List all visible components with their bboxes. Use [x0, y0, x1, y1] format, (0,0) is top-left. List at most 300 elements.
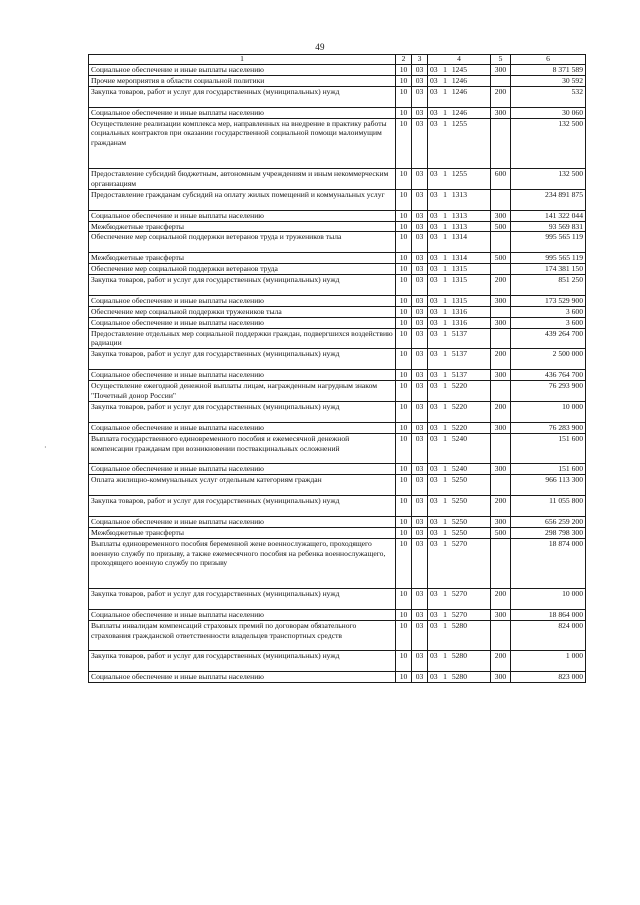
row-name: Осуществление реализации комплекса мер, направленных на внедрение в практику работы социальных контрактов при оказании государственной социальной помощи малоимущим гражданам: [89, 118, 396, 169]
row-code-item: 5270: [451, 538, 467, 548]
row-code-item: 5250: [451, 527, 467, 537]
row-section: 10: [396, 317, 412, 328]
row-code-program: 03: [430, 433, 438, 443]
row-code-item: 5280: [451, 672, 467, 682]
row-subsection: 03: [412, 538, 428, 589]
row-code-item: 1315: [451, 275, 467, 285]
row-code-program: 03: [430, 475, 438, 485]
row-code-item: 1313: [451, 189, 467, 199]
row-name: Закупка товаров, работ и услуг для государственных (муниципальных) нужд: [89, 86, 396, 107]
table-row: [89, 516, 586, 527]
row-name: Прочие мероприятия в области социальной политики: [89, 75, 396, 86]
row-name: Социальное обеспечение и иные выплаты населению: [89, 464, 396, 475]
row-subsection: 03: [412, 107, 428, 118]
row-expense-type: 200: [491, 349, 511, 370]
row-expense-type: 300: [491, 464, 511, 475]
row-expense-type: 200: [491, 86, 511, 107]
row-target-code: [428, 221, 491, 232]
row-code-program: 03: [430, 232, 438, 242]
budget-table-body: [89, 55, 586, 683]
row-section: 10: [396, 433, 412, 464]
row-section: 10: [396, 401, 412, 422]
row-code-subprogram: 1: [443, 620, 447, 630]
row-code-item: 5250: [451, 516, 467, 526]
row-target-code: [428, 306, 491, 317]
row-amount: 18 874 000: [511, 538, 586, 589]
row-code-item: 1245: [451, 65, 467, 74]
row-code-subprogram: 1: [443, 349, 447, 359]
row-code-item: 1315: [451, 295, 467, 305]
row-name: Социальное обеспечение и иные выплаты населению: [89, 516, 396, 527]
row-code-subprogram: 1: [443, 275, 447, 285]
row-subsection: 03: [412, 86, 428, 107]
row-amount: 93 569 831: [511, 221, 586, 232]
row-code-subprogram: 1: [443, 433, 447, 443]
row-name: Осуществление ежегодной денежной выплаты лицам, награжденным нагрудным знаком "Почетный донор России": [89, 381, 396, 402]
row-code-subprogram: 1: [443, 86, 447, 96]
row-code-program: 03: [430, 538, 438, 548]
row-target-code: [428, 253, 491, 264]
table-row: [89, 295, 586, 306]
row-amount: 234 891 875: [511, 189, 586, 210]
row-code-program: 03: [430, 221, 438, 231]
row-name: Социальное обеспечение и иные выплаты населению: [89, 672, 396, 683]
row-expense-type: 200: [491, 651, 511, 672]
table-row: [89, 328, 586, 349]
row-expense-type: 300: [491, 672, 511, 683]
row-code-program: 03: [430, 527, 438, 537]
row-code-program: 03: [430, 118, 438, 128]
table-row: [89, 86, 586, 107]
table-row: [89, 609, 586, 620]
row-subsection: 03: [412, 306, 428, 317]
row-code-item: 5220: [451, 422, 467, 432]
row-subsection: 03: [412, 527, 428, 538]
row-section: 10: [396, 370, 412, 381]
row-code-subprogram: 1: [443, 295, 447, 305]
row-expense-type: [491, 232, 511, 253]
row-target-code: [428, 433, 491, 464]
row-code-program: 03: [430, 264, 438, 274]
row-section: 10: [396, 107, 412, 118]
row-name: Обеспечение мер социальной поддержки ветеранов труда: [89, 264, 396, 275]
row-expense-type: [491, 538, 511, 589]
row-section: 10: [396, 118, 412, 169]
row-target-code: [428, 538, 491, 589]
row-target-code: [428, 672, 491, 683]
table-row: [89, 433, 586, 464]
row-amount: 10 000: [511, 401, 586, 422]
row-subsection: 03: [412, 475, 428, 496]
row-name: Предоставление субсидий бюджетным, автономным учреждениям и иным некоммерческим организациям: [89, 169, 396, 190]
margin-dot: ·: [44, 443, 47, 452]
row-code-item: 5270: [451, 609, 467, 619]
row-subsection: 03: [412, 464, 428, 475]
row-amount: 824 000: [511, 620, 586, 651]
row-expense-type: [491, 189, 511, 210]
row-code-program: 03: [430, 620, 438, 630]
row-subsection: 03: [412, 328, 428, 349]
row-amount: 851 250: [511, 275, 586, 296]
row-target-code: [428, 620, 491, 651]
row-code-subprogram: 1: [443, 370, 447, 380]
row-code-program: 03: [430, 349, 438, 359]
row-amount: 18 864 000: [511, 609, 586, 620]
row-subsection: 03: [412, 349, 428, 370]
row-code-item: 5280: [451, 651, 467, 661]
row-expense-type: 200: [491, 401, 511, 422]
row-expense-type: 300: [491, 609, 511, 620]
row-amount: 2 500 000: [511, 349, 586, 370]
row-code-item: 5137: [451, 328, 467, 338]
row-name: Социальное обеспечение и иные выплаты населению: [89, 65, 396, 76]
row-target-code: [428, 495, 491, 516]
row-code-subprogram: 1: [443, 65, 447, 74]
table-row: [89, 253, 586, 264]
row-subsection: 03: [412, 275, 428, 296]
row-name: Предоставление отдельных мер социальной поддержки граждан, подвергшихся воздействию радиации: [89, 328, 396, 349]
row-subsection: 03: [412, 370, 428, 381]
row-code-subprogram: 1: [443, 317, 447, 327]
row-subsection: 03: [412, 422, 428, 433]
row-expense-type: [491, 118, 511, 169]
row-amount: 436 764 700: [511, 370, 586, 381]
row-code-subprogram: 1: [443, 118, 447, 128]
row-code-subprogram: 1: [443, 538, 447, 548]
row-target-code: [428, 75, 491, 86]
column-number-6: 6: [511, 55, 586, 65]
row-amount: 76 283 900: [511, 422, 586, 433]
row-code-subprogram: 1: [443, 189, 447, 199]
row-subsection: 03: [412, 221, 428, 232]
row-code-subprogram: 1: [443, 253, 447, 263]
row-code-subprogram: 1: [443, 464, 447, 474]
row-amount: 30 060: [511, 107, 586, 118]
row-target-code: [428, 422, 491, 433]
row-subsection: 03: [412, 589, 428, 610]
row-amount: 532: [511, 86, 586, 107]
row-section: 10: [396, 672, 412, 683]
row-code-program: 03: [430, 317, 438, 327]
row-target-code: [428, 118, 491, 169]
row-target-code: [428, 107, 491, 118]
row-section: 10: [396, 295, 412, 306]
row-code-program: 03: [430, 295, 438, 305]
row-code-program: 03: [430, 422, 438, 432]
row-code-program: 03: [430, 381, 438, 391]
row-code-item: 1255: [451, 169, 467, 179]
row-code-item: 1313: [451, 210, 467, 220]
row-code-program: 03: [430, 589, 438, 599]
row-target-code: [428, 651, 491, 672]
row-code-program: 03: [430, 672, 438, 682]
column-number-2: 2: [396, 55, 412, 65]
row-amount: 141 322 044: [511, 210, 586, 221]
row-code-subprogram: 1: [443, 107, 447, 117]
row-section: 10: [396, 589, 412, 610]
row-code-subprogram: 1: [443, 589, 447, 599]
row-code-program: 03: [430, 253, 438, 263]
row-subsection: 03: [412, 295, 428, 306]
row-section: 10: [396, 264, 412, 275]
table-row: [89, 221, 586, 232]
row-amount: 8 371 589: [511, 65, 586, 76]
row-section: 10: [396, 538, 412, 589]
table-row: [89, 672, 586, 683]
row-code-program: 03: [430, 609, 438, 619]
row-target-code: [428, 589, 491, 610]
row-subsection: 03: [412, 620, 428, 651]
row-code-subprogram: 1: [443, 495, 447, 505]
row-subsection: 03: [412, 210, 428, 221]
row-amount: 132 500: [511, 118, 586, 169]
table-row: [89, 538, 586, 589]
row-expense-type: 200: [491, 495, 511, 516]
row-code-item: 5220: [451, 401, 467, 411]
row-expense-type: [491, 306, 511, 317]
row-target-code: [428, 370, 491, 381]
table-row: [89, 169, 586, 190]
row-code-item: 5137: [451, 370, 467, 380]
table-row: [89, 349, 586, 370]
row-subsection: 03: [412, 232, 428, 253]
row-name: Межбюджетные трансферты: [89, 253, 396, 264]
row-code-item: 1313: [451, 221, 467, 231]
row-subsection: 03: [412, 609, 428, 620]
row-section: 10: [396, 516, 412, 527]
row-code-subprogram: 1: [443, 232, 447, 242]
row-name: Обеспечение мер социальной поддержки тружеников тыла: [89, 306, 396, 317]
row-subsection: 03: [412, 253, 428, 264]
row-section: 10: [396, 221, 412, 232]
row-section: 10: [396, 306, 412, 317]
row-target-code: [428, 328, 491, 349]
row-code-program: 03: [430, 495, 438, 505]
row-expense-type: 500: [491, 253, 511, 264]
row-target-code: [428, 65, 491, 76]
row-amount: 10 000: [511, 589, 586, 610]
row-section: 10: [396, 232, 412, 253]
row-target-code: [428, 349, 491, 370]
table-row: [89, 370, 586, 381]
row-section: 10: [396, 475, 412, 496]
table-row: [89, 75, 586, 86]
table-row: [89, 495, 586, 516]
row-expense-type: [491, 475, 511, 496]
row-expense-type: [491, 381, 511, 402]
row-expense-type: 500: [491, 221, 511, 232]
row-expense-type: 300: [491, 370, 511, 381]
row-amount: 439 264 700: [511, 328, 586, 349]
row-section: 10: [396, 651, 412, 672]
row-section: 10: [396, 328, 412, 349]
table-row: [89, 306, 586, 317]
row-subsection: 03: [412, 118, 428, 169]
row-expense-type: 200: [491, 275, 511, 296]
row-name: Закупка товаров, работ и услуг для государственных (муниципальных) нужд: [89, 275, 396, 296]
row-name: Закупка товаров, работ и услуг для государственных (муниципальных) нужд: [89, 349, 396, 370]
row-code-item: 5240: [451, 464, 467, 474]
row-code-program: 03: [430, 169, 438, 179]
row-code-subprogram: 1: [443, 221, 447, 231]
row-name: Социальное обеспечение и иные выплаты населению: [89, 370, 396, 381]
table-row: [89, 464, 586, 475]
row-section: 10: [396, 422, 412, 433]
column-number-3: 3: [412, 55, 428, 65]
row-section: 10: [396, 620, 412, 651]
row-code-item: 5240: [451, 433, 467, 443]
row-code-program: 03: [430, 275, 438, 285]
row-code-item: 1316: [451, 317, 467, 327]
row-expense-type: 300: [491, 210, 511, 221]
row-target-code: [428, 232, 491, 253]
row-target-code: [428, 295, 491, 306]
row-subsection: 03: [412, 381, 428, 402]
row-name: Социальное обеспечение и иные выплаты населению: [89, 295, 396, 306]
row-code-item: 1316: [451, 306, 467, 316]
row-target-code: [428, 169, 491, 190]
row-code-subprogram: 1: [443, 422, 447, 432]
table-row: [89, 264, 586, 275]
row-code-program: 03: [430, 306, 438, 316]
table-row: [89, 210, 586, 221]
row-code-subprogram: 1: [443, 328, 447, 338]
table-row: [89, 422, 586, 433]
row-code-subprogram: 1: [443, 169, 447, 179]
row-code-item: 1246: [451, 75, 467, 85]
row-amount: 1 000: [511, 651, 586, 672]
row-amount: 298 798 300: [511, 527, 586, 538]
row-code-item: 1314: [451, 253, 467, 263]
row-expense-type: 300: [491, 516, 511, 527]
row-subsection: 03: [412, 651, 428, 672]
row-code-item: 1315: [451, 264, 467, 274]
row-amount: 11 055 800: [511, 495, 586, 516]
row-section: 10: [396, 349, 412, 370]
row-target-code: [428, 275, 491, 296]
table-row: [89, 381, 586, 402]
row-subsection: 03: [412, 317, 428, 328]
row-code-program: 03: [430, 464, 438, 474]
row-section: 10: [396, 75, 412, 86]
row-section: 10: [396, 210, 412, 221]
table-row: [89, 589, 586, 610]
row-code-item: 1246: [451, 107, 467, 117]
row-expense-type: 300: [491, 317, 511, 328]
row-code-subprogram: 1: [443, 609, 447, 619]
column-number-4: 4: [428, 55, 491, 65]
row-code-item: 5250: [451, 495, 467, 505]
row-code-item: 5250: [451, 475, 467, 485]
row-code-subprogram: 1: [443, 306, 447, 316]
row-subsection: 03: [412, 75, 428, 86]
row-amount: 151 600: [511, 433, 586, 464]
row-amount: 995 565 119: [511, 253, 586, 264]
row-code-program: 03: [430, 516, 438, 526]
row-section: 10: [396, 609, 412, 620]
row-name: Выплата государственного единовременного пособия и ежемесячной денежной компенсации гражданам при возникновении поствакцинальных осложнений: [89, 433, 396, 464]
row-expense-type: 600: [491, 169, 511, 190]
row-code-program: 03: [430, 65, 438, 74]
row-code-subprogram: 1: [443, 516, 447, 526]
row-section: 10: [396, 169, 412, 190]
row-target-code: [428, 516, 491, 527]
row-name: Социальное обеспечение и иные выплаты населению: [89, 210, 396, 221]
row-code-program: 03: [430, 189, 438, 199]
row-name: Предоставление гражданам субсидий на оплату жилых помещений и коммунальных услуг: [89, 189, 396, 210]
row-expense-type: 500: [491, 527, 511, 538]
row-code-program: 03: [430, 370, 438, 380]
row-code-program: 03: [430, 401, 438, 411]
row-subsection: 03: [412, 495, 428, 516]
row-code-item: 5220: [451, 381, 467, 391]
row-subsection: 03: [412, 189, 428, 210]
row-code-subprogram: 1: [443, 381, 447, 391]
table-row: [89, 107, 586, 118]
table-row: [89, 527, 586, 538]
row-amount: 132 500: [511, 169, 586, 190]
row-target-code: [428, 527, 491, 538]
column-number-1: 1: [89, 55, 396, 65]
row-amount: 151 600: [511, 464, 586, 475]
row-code-subprogram: 1: [443, 651, 447, 661]
row-amount: 30 592: [511, 75, 586, 86]
table-row: [89, 475, 586, 496]
row-amount: 3 600: [511, 317, 586, 328]
row-code-program: 03: [430, 86, 438, 96]
row-section: 10: [396, 381, 412, 402]
row-name: Межбюджетные трансферты: [89, 527, 396, 538]
page-number: 49: [315, 42, 325, 52]
row-code-item: 1246: [451, 86, 467, 96]
row-name: Социальное обеспечение и иные выплаты населению: [89, 609, 396, 620]
row-code-item: 5270: [451, 589, 467, 599]
row-amount: 966 113 300: [511, 475, 586, 496]
row-code-item: 1314: [451, 232, 467, 242]
row-code-program: 03: [430, 328, 438, 338]
row-code-subprogram: 1: [443, 475, 447, 485]
table-row: [89, 232, 586, 253]
row-code-program: 03: [430, 75, 438, 85]
row-name: Закупка товаров, работ и услуг для государственных (муниципальных) нужд: [89, 589, 396, 610]
table-row: [89, 620, 586, 651]
table-row: [89, 118, 586, 169]
row-code-subprogram: 1: [443, 527, 447, 537]
row-code-program: 03: [430, 651, 438, 661]
row-expense-type: 300: [491, 422, 511, 433]
row-expense-type: [491, 264, 511, 275]
row-subsection: 03: [412, 65, 428, 76]
row-section: 10: [396, 189, 412, 210]
row-name: Социальное обеспечение и иные выплаты населению: [89, 317, 396, 328]
row-target-code: [428, 475, 491, 496]
row-target-code: [428, 464, 491, 475]
row-name: Закупка товаров, работ и услуг для государственных (муниципальных) нужд: [89, 401, 396, 422]
row-section: 10: [396, 86, 412, 107]
table-row: [89, 401, 586, 422]
row-section: 10: [396, 275, 412, 296]
row-code-subprogram: 1: [443, 672, 447, 682]
row-name: Оплата жилищно-коммунальных услуг отдельным категориям граждан: [89, 475, 396, 496]
row-name: Социальное обеспечение и иные выплаты населению: [89, 107, 396, 118]
row-code-subprogram: 1: [443, 75, 447, 85]
row-amount: 656 259 200: [511, 516, 586, 527]
row-subsection: 03: [412, 433, 428, 464]
row-amount: 823 000: [511, 672, 586, 683]
row-subsection: 03: [412, 169, 428, 190]
row-section: 10: [396, 464, 412, 475]
row-name: Социальное обеспечение и иные выплаты населению: [89, 422, 396, 433]
